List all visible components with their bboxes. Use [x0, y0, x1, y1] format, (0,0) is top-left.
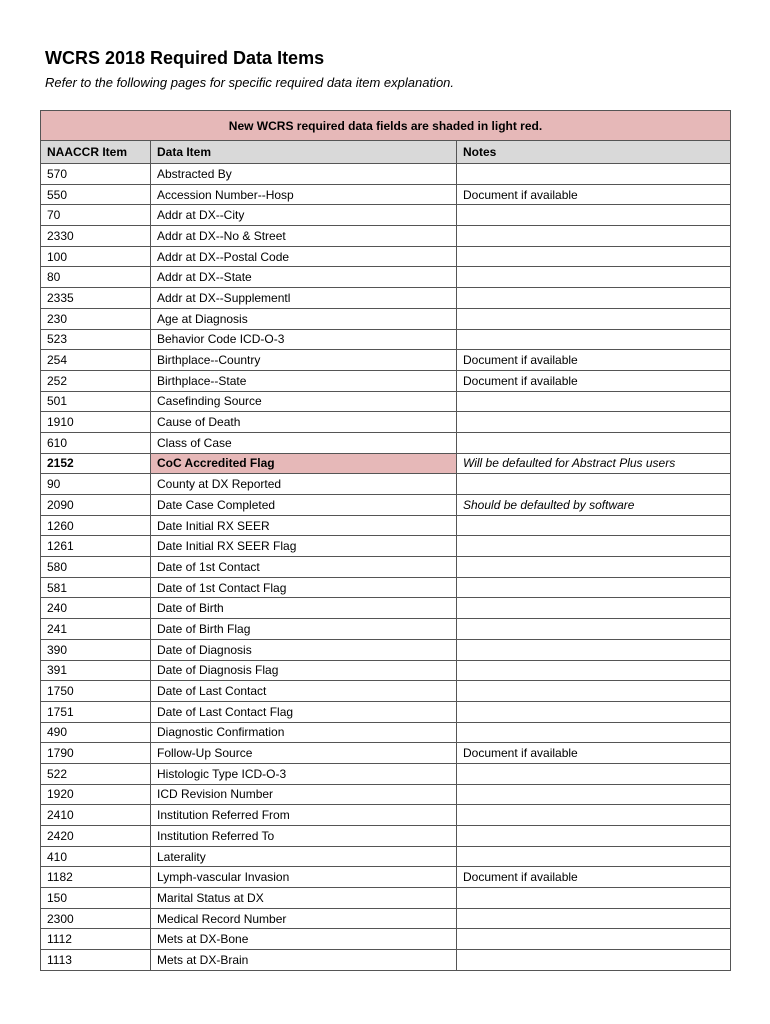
row-item-number: 2152 — [41, 453, 151, 474]
row-notes — [457, 763, 731, 784]
row-data-item: Date Initial RX SEER Flag — [151, 536, 457, 557]
table-banner-row — [41, 111, 731, 141]
row-data-item: Mets at DX-Bone — [151, 929, 457, 950]
table-row — [41, 329, 731, 350]
table-row — [41, 805, 731, 826]
row-notes — [457, 929, 731, 950]
row-data-item: Medical Record Number — [151, 908, 457, 929]
row-notes: Will be defaulted for Abstract Plus users — [457, 453, 731, 474]
row-notes — [457, 805, 731, 826]
row-item-number: 80 — [41, 267, 151, 288]
table-row — [41, 474, 731, 495]
row-data-item: Lymph-vascular Invasion — [151, 867, 457, 888]
row-notes — [457, 164, 731, 185]
row-data-item: Institution Referred From — [151, 805, 457, 826]
row-data-item: Date of Diagnosis Flag — [151, 660, 457, 681]
row-notes — [457, 412, 731, 433]
table-row — [41, 391, 731, 412]
row-notes — [457, 329, 731, 350]
row-notes — [457, 681, 731, 702]
row-item-number: 1112 — [41, 929, 151, 950]
row-item-number: 1750 — [41, 681, 151, 702]
row-item-number: 581 — [41, 577, 151, 598]
row-item-number: 70 — [41, 205, 151, 226]
table-row — [41, 743, 731, 764]
row-data-item: ICD Revision Number — [151, 784, 457, 805]
row-data-item: Behavior Code ICD-O-3 — [151, 329, 457, 350]
row-data-item: Institution Referred To — [151, 826, 457, 847]
row-data-item: Addr at DX--City — [151, 205, 457, 226]
row-notes — [457, 557, 731, 578]
row-item-number: 1790 — [41, 743, 151, 764]
row-notes — [457, 205, 731, 226]
row-item-number: 523 — [41, 329, 151, 350]
table-row — [41, 722, 731, 743]
row-notes: Document if available — [457, 350, 731, 371]
row-notes: Document if available — [457, 743, 731, 764]
header-data-item: Data Item — [151, 141, 457, 164]
row-item-number: 90 — [41, 474, 151, 495]
row-notes — [457, 267, 731, 288]
row-item-number: 1910 — [41, 412, 151, 433]
table-row — [41, 515, 731, 536]
table-row — [41, 846, 731, 867]
row-item-number: 501 — [41, 391, 151, 412]
row-item-number: 522 — [41, 763, 151, 784]
row-item-number: 1261 — [41, 536, 151, 557]
row-item-number: 254 — [41, 350, 151, 371]
table-row — [41, 267, 731, 288]
table-row — [41, 701, 731, 722]
row-data-item: Birthplace--State — [151, 370, 457, 391]
table-row — [41, 495, 731, 516]
row-notes — [457, 474, 731, 495]
row-item-number: 490 — [41, 722, 151, 743]
header-naaccr-item: NAACCR Item — [41, 141, 151, 164]
row-item-number: 2090 — [41, 495, 151, 516]
row-notes — [457, 908, 731, 929]
table-row — [41, 246, 731, 267]
row-notes — [457, 846, 731, 867]
row-item-number: 150 — [41, 888, 151, 909]
row-data-item: Marital Status at DX — [151, 888, 457, 909]
table-row — [41, 826, 731, 847]
row-data-item: Cause of Death — [151, 412, 457, 433]
row-notes — [457, 577, 731, 598]
table-header-row — [41, 141, 731, 164]
table-row — [41, 598, 731, 619]
row-notes: Document if available — [457, 370, 731, 391]
table-row — [41, 370, 731, 391]
table-banner: New WCRS required data fields are shaded in light red. — [41, 111, 731, 141]
row-notes — [457, 432, 731, 453]
header-notes: Notes — [457, 141, 731, 164]
row-item-number: 410 — [41, 846, 151, 867]
row-notes — [457, 246, 731, 267]
row-notes — [457, 226, 731, 247]
row-data-item: Follow-Up Source — [151, 743, 457, 764]
row-notes — [457, 660, 731, 681]
row-data-item: Addr at DX--Postal Code — [151, 246, 457, 267]
row-notes — [457, 308, 731, 329]
row-item-number: 391 — [41, 660, 151, 681]
row-item-number: 2330 — [41, 226, 151, 247]
row-data-item: Laterality — [151, 846, 457, 867]
row-item-number: 1113 — [41, 950, 151, 971]
table-row — [41, 867, 731, 888]
table-row — [41, 557, 731, 578]
row-notes: Document if available — [457, 184, 731, 205]
table-row — [41, 784, 731, 805]
row-item-number: 2335 — [41, 288, 151, 309]
row-notes — [457, 701, 731, 722]
table-row — [41, 950, 731, 971]
page-subtitle: Refer to the following pages for specific required data item explanation. — [45, 75, 455, 90]
row-data-item: Date of Birth Flag — [151, 619, 457, 640]
row-data-item: CoC Accredited Flag — [151, 453, 457, 474]
row-data-item: Date Case Completed — [151, 495, 457, 516]
row-data-item: Histologic Type ICD-O-3 — [151, 763, 457, 784]
row-notes — [457, 598, 731, 619]
row-notes — [457, 619, 731, 640]
row-data-item: Age at Diagnosis — [151, 308, 457, 329]
row-item-number: 230 — [41, 308, 151, 329]
row-item-number: 580 — [41, 557, 151, 578]
row-notes — [457, 639, 731, 660]
row-item-number: 2300 — [41, 908, 151, 929]
table-row — [41, 660, 731, 681]
required-items-table — [40, 110, 731, 971]
table-row — [41, 350, 731, 371]
row-notes — [457, 784, 731, 805]
table-row — [41, 288, 731, 309]
row-item-number: 1920 — [41, 784, 151, 805]
row-data-item: Diagnostic Confirmation — [151, 722, 457, 743]
row-item-number: 550 — [41, 184, 151, 205]
row-data-item: Addr at DX--No & Street — [151, 226, 457, 247]
row-item-number: 2420 — [41, 826, 151, 847]
row-item-number: 2410 — [41, 805, 151, 826]
table-row — [41, 453, 731, 474]
row-notes — [457, 888, 731, 909]
row-data-item: County at DX Reported — [151, 474, 457, 495]
row-data-item: Accession Number--Hosp — [151, 184, 457, 205]
row-data-item: Birthplace--Country — [151, 350, 457, 371]
table-row — [41, 929, 731, 950]
table-row — [41, 577, 731, 598]
row-item-number: 390 — [41, 639, 151, 660]
row-data-item: Casefinding Source — [151, 391, 457, 412]
table-row — [41, 432, 731, 453]
table-row — [41, 226, 731, 247]
row-item-number: 610 — [41, 432, 151, 453]
row-data-item: Addr at DX--State — [151, 267, 457, 288]
row-data-item: Addr at DX--Supplementl — [151, 288, 457, 309]
row-item-number: 241 — [41, 619, 151, 640]
row-data-item: Date Initial RX SEER — [151, 515, 457, 536]
row-data-item: Date of Last Contact Flag — [151, 701, 457, 722]
table-row — [41, 308, 731, 329]
table-body — [41, 164, 731, 971]
table-row — [41, 205, 731, 226]
row-notes: Should be defaulted by software — [457, 495, 731, 516]
row-notes — [457, 722, 731, 743]
row-notes — [457, 515, 731, 536]
row-item-number: 252 — [41, 370, 151, 391]
row-item-number: 1260 — [41, 515, 151, 536]
row-notes — [457, 826, 731, 847]
row-notes: Document if available — [457, 867, 731, 888]
row-data-item: Date of Last Contact — [151, 681, 457, 702]
row-item-number: 240 — [41, 598, 151, 619]
row-data-item: Date of 1st Contact — [151, 557, 457, 578]
row-notes — [457, 288, 731, 309]
table-row — [41, 888, 731, 909]
row-item-number: 570 — [41, 164, 151, 185]
table-row — [41, 164, 731, 185]
table-row — [41, 536, 731, 557]
row-data-item: Class of Case — [151, 432, 457, 453]
table-row — [41, 681, 731, 702]
table-row — [41, 412, 731, 433]
row-data-item: Mets at DX-Brain — [151, 950, 457, 971]
row-data-item: Date of 1st Contact Flag — [151, 577, 457, 598]
row-notes — [457, 950, 731, 971]
row-item-number: 1182 — [41, 867, 151, 888]
row-data-item: Date of Birth — [151, 598, 457, 619]
page-title: WCRS 2018 Required Data Items — [45, 48, 325, 68]
row-item-number: 100 — [41, 246, 151, 267]
table-row — [41, 619, 731, 640]
row-item-number: 1751 — [41, 701, 151, 722]
table-row — [41, 184, 731, 205]
table-row — [41, 639, 731, 660]
row-notes — [457, 536, 731, 557]
row-notes — [457, 391, 731, 412]
row-data-item: Abstracted By — [151, 164, 457, 185]
row-data-item: Date of Diagnosis — [151, 639, 457, 660]
table-row — [41, 908, 731, 929]
table-row — [41, 763, 731, 784]
